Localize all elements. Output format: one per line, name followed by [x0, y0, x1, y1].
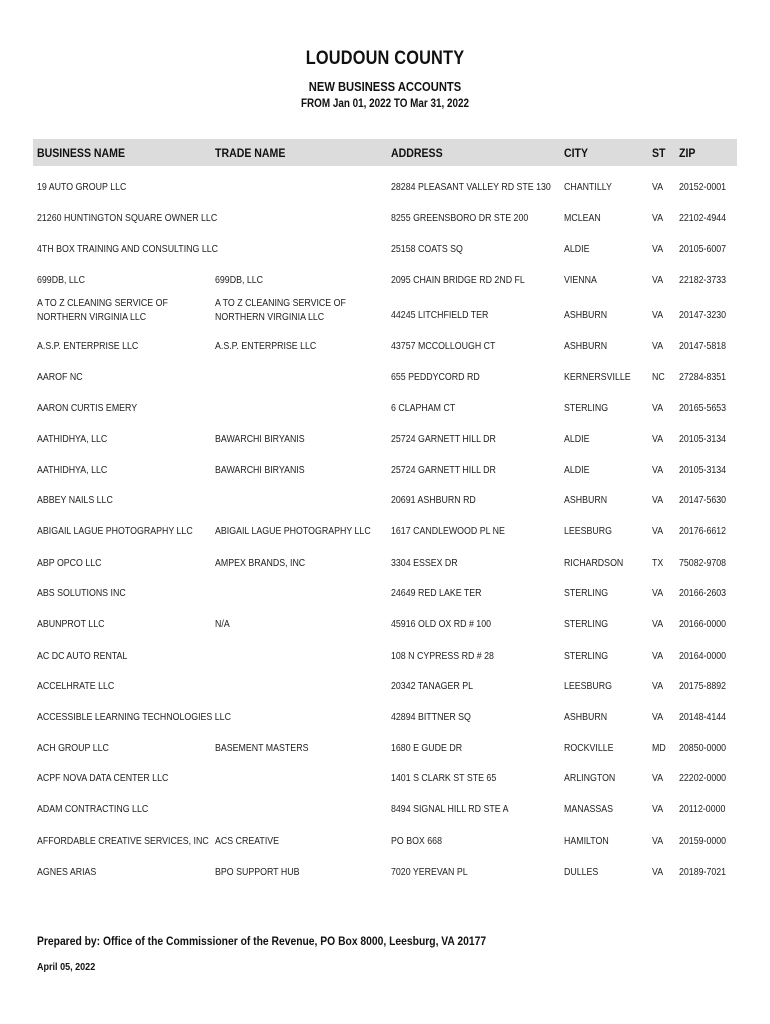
cell-st: NC	[652, 371, 665, 383]
cell-city: STERLING	[564, 402, 609, 414]
cell-zip: 20850-0000	[679, 742, 727, 754]
cell-city: DULLES	[564, 866, 599, 878]
cell-st: VA	[652, 402, 664, 414]
cell-city: ASHBURN	[564, 711, 608, 723]
cell-st: VA	[652, 274, 664, 286]
cell-business-name: AFFORDABLE CREATIVE SERVICES, INC	[37, 835, 209, 847]
cell-zip: 20176-6612	[679, 525, 727, 537]
cell-city: ASHBURN	[564, 340, 608, 352]
report-subtitle: NEW BUSINESS ACCOUNTS	[308, 79, 462, 94]
cell-address: 2095 CHAIN BRIDGE RD 2ND FL	[391, 274, 525, 286]
cell-zip: 20165-5653	[679, 402, 727, 414]
cell-business-name: AATHIDHYA, LLC	[37, 464, 108, 476]
cell-trade-name: N/A	[215, 618, 230, 630]
cell-trade-name: BAWARCHI BIRYANIS	[215, 464, 305, 476]
cell-st: VA	[652, 494, 664, 506]
cell-zip: 20105-3134	[679, 433, 727, 445]
cell-city: MCLEAN	[564, 212, 601, 224]
cell-city: HAMILTON	[564, 835, 609, 847]
cell-business-name: ADAM CONTRACTING LLC	[37, 803, 149, 815]
cell-zip: 20147-5818	[679, 340, 727, 352]
cell-zip: 20112-0000	[679, 803, 726, 815]
cell-st: VA	[652, 309, 664, 321]
cell-business-name: ACH GROUP LLC	[37, 742, 109, 754]
cell-business-name: ABP OPCO LLC	[37, 557, 102, 569]
cell-business-name: ABIGAIL LAGUE PHOTOGRAPHY LLC	[37, 525, 193, 537]
cell-address: 655 PEDDYCORD RD	[391, 371, 480, 383]
cell-zip: 20147-5630	[679, 494, 727, 506]
cell-address: 1401 S CLARK ST STE 65	[391, 772, 497, 784]
cell-zip: 20166-2603	[679, 587, 727, 599]
cell-address: 1680 E GUDE DR	[391, 742, 463, 754]
cell-business-name: 4TH BOX TRAINING AND CONSULTING LLC	[37, 243, 219, 255]
cell-address: 8494 SIGNAL HILL RD STE A	[391, 803, 509, 815]
cell-st: VA	[652, 680, 664, 692]
cell-city: STERLING	[564, 650, 609, 662]
cell-city: CHANTILLY	[564, 181, 612, 193]
cell-address: PO BOX 668	[391, 835, 442, 847]
cell-zip: 20152-0001	[679, 181, 727, 193]
cell-trade-name: BAWARCHI BIRYANIS	[215, 433, 305, 445]
report-date: April 05, 2022	[37, 961, 96, 973]
cell-city: RICHARDSON	[564, 557, 624, 569]
cell-address: 24649 RED LAKE TER	[391, 587, 482, 599]
cell-city: LEESBURG	[564, 525, 613, 537]
cell-trade-name: 699DB, LLC	[215, 274, 264, 286]
cell-zip: 20105-3134	[679, 464, 727, 476]
column-header-city: CITY	[564, 146, 589, 160]
cell-zip: 20148-4144	[679, 711, 727, 723]
cell-business-name: ABBEY NAILS LLC	[37, 494, 113, 506]
cell-zip: 20189-7021	[679, 866, 727, 878]
cell-zip: 20105-6007	[679, 243, 727, 255]
cell-business-name: A TO Z CLEANING SERVICE OF NORTHERN VIRGINIA LLC	[37, 297, 168, 323]
cell-business-name: A.S.P. ENTERPRISE LLC	[37, 340, 139, 352]
cell-address: 20691 ASHBURN RD	[391, 494, 476, 506]
column-header-trade-name: TRADE NAME	[215, 146, 286, 160]
cell-address: 45916 OLD OX RD # 100	[391, 618, 492, 630]
cell-trade-name: A TO Z CLEANING SERVICE OF NORTHERN VIRGINIA LLC	[215, 297, 346, 323]
column-header-st: ST	[652, 146, 666, 160]
cell-trade-name: ACS CREATIVE	[215, 835, 280, 847]
column-header-business-name: BUSINESS NAME	[37, 146, 126, 160]
cell-st: VA	[652, 340, 664, 352]
cell-st: VA	[652, 212, 664, 224]
cell-business-name: AARON CURTIS EMERY	[37, 402, 138, 414]
cell-trade-name: BASEMENT MASTERS	[215, 742, 309, 754]
cell-address: 44245 LITCHFIELD TER	[391, 309, 489, 321]
cell-st: VA	[652, 525, 664, 537]
cell-address: 1617 CANDLEWOOD PL NE	[391, 525, 505, 537]
cell-city: MANASSAS	[564, 803, 614, 815]
cell-business-name: AAROF NC	[37, 371, 83, 383]
column-header-address: ADDRESS	[391, 146, 443, 160]
table-header	[33, 139, 737, 166]
cell-city: ARLINGTON	[564, 772, 616, 784]
cell-st: VA	[652, 464, 664, 476]
cell-zip: 20164-0000	[679, 650, 727, 662]
cell-st: VA	[652, 835, 664, 847]
cell-zip: 75082-9708	[679, 557, 727, 569]
cell-st: MD	[652, 742, 666, 754]
cell-zip: 20175-8892	[679, 680, 727, 692]
cell-st: VA	[652, 711, 664, 723]
cell-city: ASHBURN	[564, 309, 608, 321]
cell-city: LEESBURG	[564, 680, 613, 692]
cell-trade-name: A.S.P. ENTERPRISE LLC	[215, 340, 317, 352]
cell-address: 25158 COATS SQ	[391, 243, 463, 255]
cell-st: VA	[652, 433, 664, 445]
cell-city: VIENNA	[564, 274, 597, 286]
cell-zip: 27284-8351	[679, 371, 727, 383]
cell-business-name: AGNES ARIAS	[37, 866, 97, 878]
cell-address: 6 CLAPHAM CT	[391, 402, 456, 414]
cell-st: VA	[652, 181, 664, 193]
cell-zip: 22102-4944	[679, 212, 727, 224]
cell-trade-name: ABIGAIL LAGUE PHOTOGRAPHY LLC	[215, 525, 371, 537]
cell-city: ALDIE	[564, 464, 590, 476]
cell-st: VA	[652, 618, 664, 630]
cell-business-name: ACCELHRATE LLC	[37, 680, 115, 692]
report-date-range: FROM Jan 01, 2022 TO Mar 31, 2022	[300, 98, 470, 110]
cell-st: TX	[652, 557, 664, 569]
cell-st: VA	[652, 587, 664, 599]
cell-address: 43757 MCCOLLOUGH CT	[391, 340, 496, 352]
cell-business-name: AC DC AUTO RENTAL	[37, 650, 128, 662]
cell-city: KERNERSVILLE	[564, 371, 631, 383]
cell-st: VA	[652, 772, 664, 784]
cell-trade-name: AMPEX BRANDS, INC	[215, 557, 306, 569]
column-header-zip: ZIP	[679, 146, 696, 160]
cell-business-name: 21260 HUNTINGTON SQUARE OWNER LLC	[37, 212, 218, 224]
cell-address: 3304 ESSEX DR	[391, 557, 458, 569]
cell-address: 28284 PLEASANT VALLEY RD STE 130	[391, 181, 551, 193]
cell-address: 42894 BITTNER SQ	[391, 711, 471, 723]
cell-business-name: ABUNPROT LLC	[37, 618, 105, 630]
cell-zip: 20159-0000	[679, 835, 727, 847]
cell-business-name: 19 AUTO GROUP LLC	[37, 181, 127, 193]
cell-trade-name: BPO SUPPORT HUB	[215, 866, 300, 878]
cell-zip: 20147-3230	[679, 309, 727, 321]
cell-city: ALDIE	[564, 243, 590, 255]
cell-zip: 20166-0000	[679, 618, 727, 630]
cell-address: 7020 YEREVAN PL	[391, 866, 468, 878]
cell-city: STERLING	[564, 587, 609, 599]
cell-zip: 22202-0000	[679, 772, 727, 784]
cell-city: ALDIE	[564, 433, 590, 445]
cell-business-name: ACPF NOVA DATA CENTER LLC	[37, 772, 169, 784]
cell-st: VA	[652, 650, 664, 662]
cell-city: STERLING	[564, 618, 609, 630]
cell-address: 25724 GARNETT HILL DR	[391, 464, 496, 476]
cell-business-name: ABS SOLUTIONS INC	[37, 587, 126, 599]
cell-business-name: AATHIDHYA, LLC	[37, 433, 108, 445]
report-title: LOUDOUN COUNTY	[305, 48, 465, 69]
cell-st: VA	[652, 866, 664, 878]
cell-business-name: ACCESSIBLE LEARNING TECHNOLOGIES LLC	[37, 711, 231, 723]
cell-st: VA	[652, 243, 664, 255]
cell-city: ROCKVILLE	[564, 742, 614, 754]
cell-st: VA	[652, 803, 664, 815]
cell-city: ASHBURN	[564, 494, 608, 506]
cell-address: 8255 GREENSBORO DR STE 200	[391, 212, 529, 224]
cell-address: 108 N CYPRESS RD # 28	[391, 650, 494, 662]
cell-address: 25724 GARNETT HILL DR	[391, 433, 496, 445]
cell-address: 20342 TANAGER PL	[391, 680, 474, 692]
cell-zip: 22182-3733	[679, 274, 727, 286]
cell-business-name: 699DB, LLC	[37, 274, 86, 286]
prepared-by-note: Prepared by: Office of the Commissioner of the Revenue, PO Box 8000, Leesburg, VA 20177	[37, 934, 487, 948]
